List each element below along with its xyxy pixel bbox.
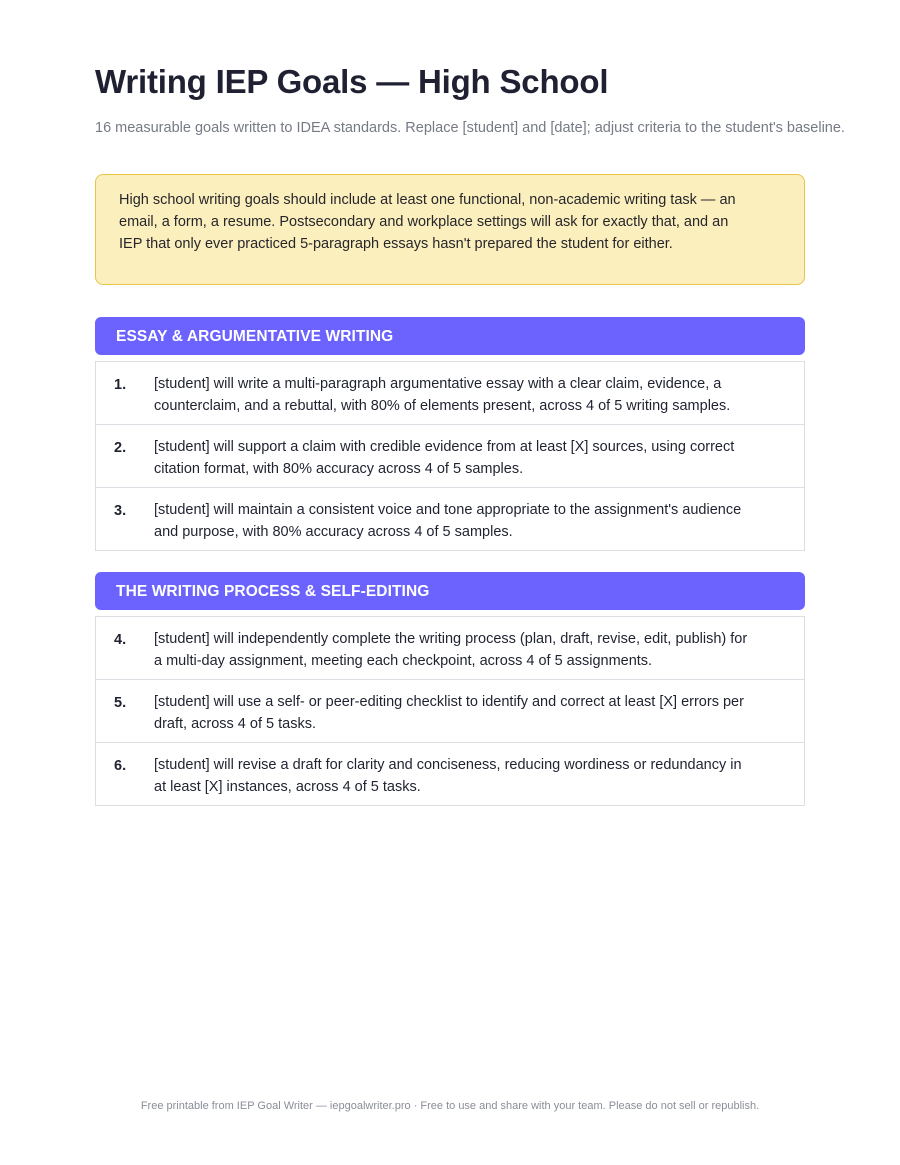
goal-text-line: [student] will support a claim with credible evidence from at least [X] sources, using correct xyxy=(154,439,735,455)
goal-number: 1. xyxy=(114,377,127,393)
goal-row xyxy=(96,488,804,551)
goal-row xyxy=(96,362,804,425)
goal-text-line: counterclaim, and a rebuttal, with 80% of elements present, across 4 of 5 writing samples. xyxy=(154,398,731,414)
goal-number: 3. xyxy=(114,503,127,519)
goal-row xyxy=(96,743,804,806)
goal-text-line: [student] will use a self- or peer-editing checklist to identify and correct at least [X] errors per xyxy=(154,694,744,710)
goal-text-line: at least [X] instances, across 4 of 5 tasks. xyxy=(154,779,421,795)
goal-text xyxy=(154,499,784,543)
callout-line: email, a form, a resume. Postsecondary and workplace settings will ask for exactly that, and an xyxy=(119,214,729,230)
callout-note xyxy=(95,174,805,285)
goal-text-line: and purpose, with 80% accuracy across 4 of 5 samples. xyxy=(154,524,513,540)
goal-text-line: [student] will revise a draft for clarity and conciseness, reducing wordiness or redundancy in xyxy=(154,757,742,773)
goal-row xyxy=(96,617,804,680)
callout-line: IEP that only ever practiced 5-paragraph essays hasn't prepared the student for either. xyxy=(119,236,673,252)
goal-number: 6. xyxy=(114,758,127,774)
goal-number: 5. xyxy=(114,695,127,711)
goal-text-line: [student] will maintain a consistent voice and tone appropriate to the assignment's audience xyxy=(154,502,742,518)
section-header-writing-process-self-editing: THE WRITING PROCESS & SELF-EDITING xyxy=(95,572,805,610)
goal-text-line: a multi-day assignment, meeting each checkpoint, across 4 of 5 assignments. xyxy=(154,653,653,669)
goal-text-line: citation format, with 80% accuracy across 4 of 5 samples. xyxy=(154,461,524,477)
goal-list-writing-process-self-editing xyxy=(95,616,805,806)
goal-text xyxy=(154,628,784,672)
page-subtitle: 16 measurable goals written to IDEA standards. Replace [student] and [date]; adjust criteria to the student's baseline. xyxy=(95,120,845,136)
goal-row xyxy=(96,680,804,743)
goal-number: 2. xyxy=(114,440,127,456)
goal-text-line: [student] will independently complete the writing process (plan, draft, revise, edit, publish) for xyxy=(154,631,748,647)
goal-text xyxy=(154,691,784,735)
goal-text xyxy=(154,373,784,417)
page-footer: Free printable from IEP Goal Writer — iepgoalwriter.pro · Free to use and share with your team. Please do not sell or republish. xyxy=(140,1100,760,1112)
goal-text xyxy=(154,436,784,480)
goal-number: 4. xyxy=(114,632,127,648)
page-title: Writing IEP Goals — High School xyxy=(95,63,609,100)
goal-text-line: [student] will write a multi-paragraph argumentative essay with a clear claim, evidence, a xyxy=(154,376,722,392)
goal-list-essay-argumentative-writing xyxy=(95,361,805,551)
goal-text-line: draft, across 4 of 5 tasks. xyxy=(154,716,316,732)
section-header-essay-argumentative-writing: ESSAY & ARGUMENTATIVE WRITING xyxy=(95,317,805,355)
callout-line: High school writing goals should include at least one functional, non-academic writing task — an xyxy=(119,192,736,208)
goal-text xyxy=(154,754,784,798)
goal-row xyxy=(96,425,804,488)
